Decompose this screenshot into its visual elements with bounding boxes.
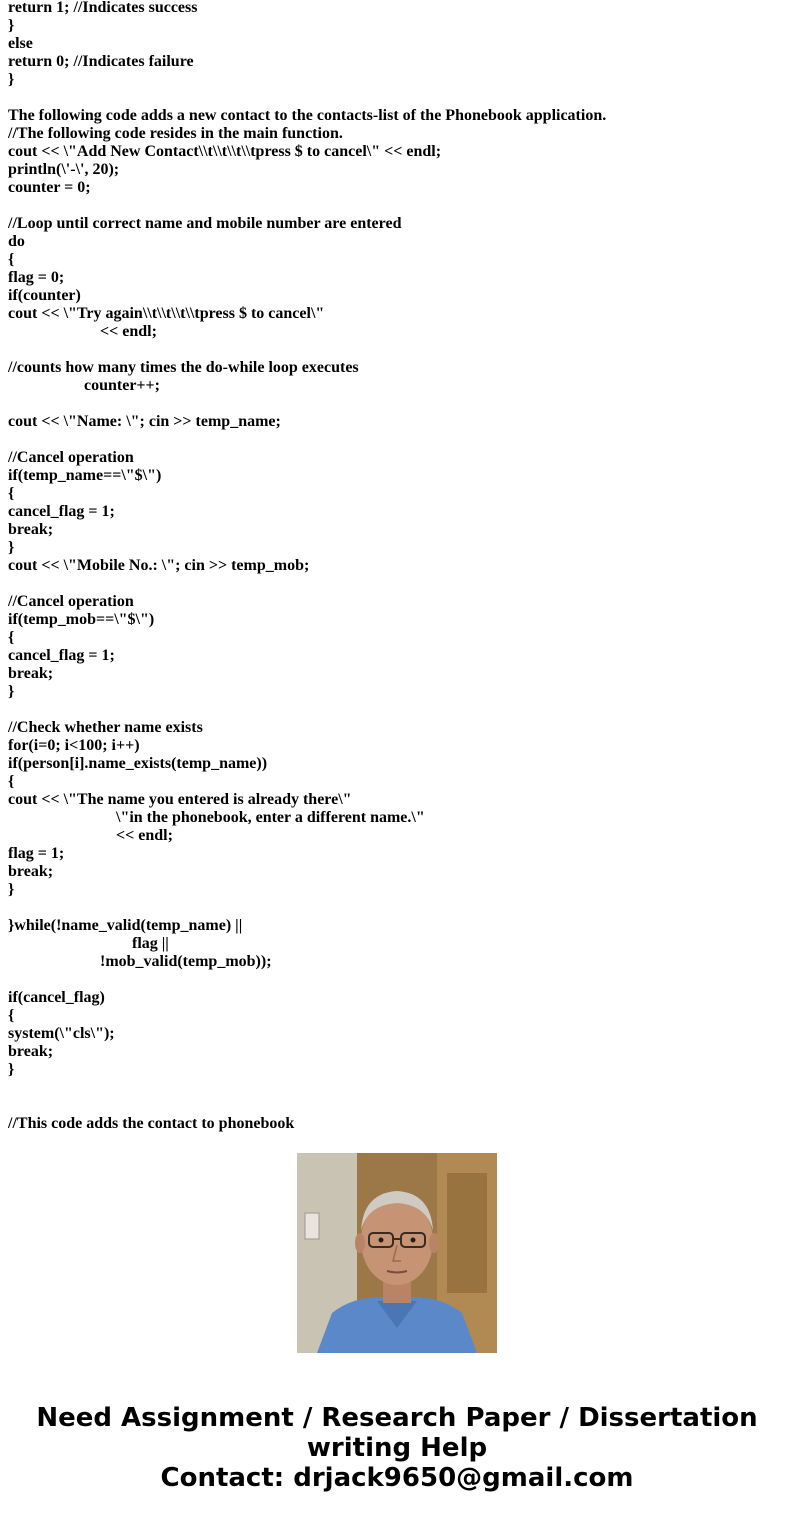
code-line: //counts how many times the do-while loop executes <box>8 359 359 376</box>
code-line: if(person[i].name_exists(temp_name)) <box>8 755 268 772</box>
code-line: break; <box>8 1043 54 1060</box>
code-line: for(i=0; i<100; i++) <box>8 737 140 754</box>
code-line <box>8 395 606 413</box>
code-line: break; <box>8 521 54 538</box>
code-line: //Check whether name exists <box>8 719 203 736</box>
code-line <box>8 701 606 719</box>
contact-banner <box>0 1403 794 1493</box>
code-line: else <box>8 35 33 52</box>
code-line: << endl; <box>8 323 157 340</box>
code-line: cout << \"The name you entered is already there\" <box>8 791 352 808</box>
code-line: if(cancel_flag) <box>8 989 105 1006</box>
code-line: flag = 0; <box>8 269 65 286</box>
code-line: !mob_valid(temp_mob)); <box>8 953 272 970</box>
contact-line-2: writing Help <box>306 1433 488 1463</box>
code-line <box>8 341 606 359</box>
code-line: counter++; <box>8 377 160 394</box>
code-line: //Loop until correct name and mobile number are entered <box>8 215 402 232</box>
code-line: { <box>8 485 15 502</box>
code-line: cancel_flag = 1; <box>8 503 115 520</box>
code-line: cout << \"Name: \"; cin >> temp_name; <box>8 413 281 430</box>
code-line: return 0; //Indicates failure <box>8 53 194 70</box>
code-line: //Cancel operation <box>8 449 134 466</box>
code-line <box>8 1097 606 1115</box>
code-line: cancel_flag = 1; <box>8 647 115 664</box>
code-line: } <box>8 539 15 556</box>
contact-line-3: Contact: drjack9650@gmail.com <box>160 1463 634 1493</box>
code-line: cout << \"Try again\\t\\t\\t\\tpress $ to cancel\" <box>8 305 325 322</box>
code-line: flag || <box>8 935 169 952</box>
code-line: return 1; //Indicates success <box>8 0 198 16</box>
code-line: } <box>8 683 15 700</box>
code-line: }while(!name_valid(temp_name) || <box>8 917 243 934</box>
author-photo <box>297 1153 497 1353</box>
code-line: counter = 0; <box>8 179 91 196</box>
code-line <box>8 431 606 449</box>
code-line: { <box>8 251 15 268</box>
code-line: //The following code resides in the main function. <box>8 125 343 142</box>
code-line: } <box>8 71 15 88</box>
contact-line-1: Need Assignment / Research Paper / Dissertation <box>36 1403 758 1433</box>
code-line: break; <box>8 665 54 682</box>
code-line <box>8 89 606 107</box>
code-line: break; <box>8 863 54 880</box>
code-line <box>8 1079 606 1097</box>
code-line: if(temp_mob==\"$\") <box>8 611 155 628</box>
code-line: \"in the phonebook, enter a different name.\" <box>8 809 425 826</box>
code-line: println(\'-\', 20); <box>8 161 120 178</box>
code-line: system(\"cls\"); <box>8 1025 115 1042</box>
author-portrait-image <box>297 1153 497 1353</box>
code-line: } <box>8 1061 15 1078</box>
code-line: //This code adds the contact to phonebook <box>8 1115 295 1132</box>
code-line: { <box>8 629 15 646</box>
code-line <box>8 971 606 989</box>
code-line: { <box>8 773 15 790</box>
code-line: flag = 1; <box>8 845 65 862</box>
code-line <box>8 197 606 215</box>
code-line: cout << \"Mobile No.: \"; cin >> temp_mob; <box>8 557 310 574</box>
code-line: if(temp_name==\"$\") <box>8 467 162 484</box>
code-line: if(counter) <box>8 287 81 304</box>
code-line: The following code adds a new contact to the contacts-list of the Phonebook application. <box>8 107 607 124</box>
code-line: { <box>8 1007 15 1024</box>
code-listing <box>8 0 606 1133</box>
code-line: } <box>8 17 15 34</box>
code-line: do <box>8 233 25 250</box>
code-line: } <box>8 881 15 898</box>
code-line <box>8 899 606 917</box>
code-line: //Cancel operation <box>8 593 134 610</box>
code-line <box>8 575 606 593</box>
code-line: cout << \"Add New Contact\\t\\t\\t\\tpress $ to cancel\" << endl; <box>8 143 442 160</box>
code-line: << endl; <box>8 827 173 844</box>
